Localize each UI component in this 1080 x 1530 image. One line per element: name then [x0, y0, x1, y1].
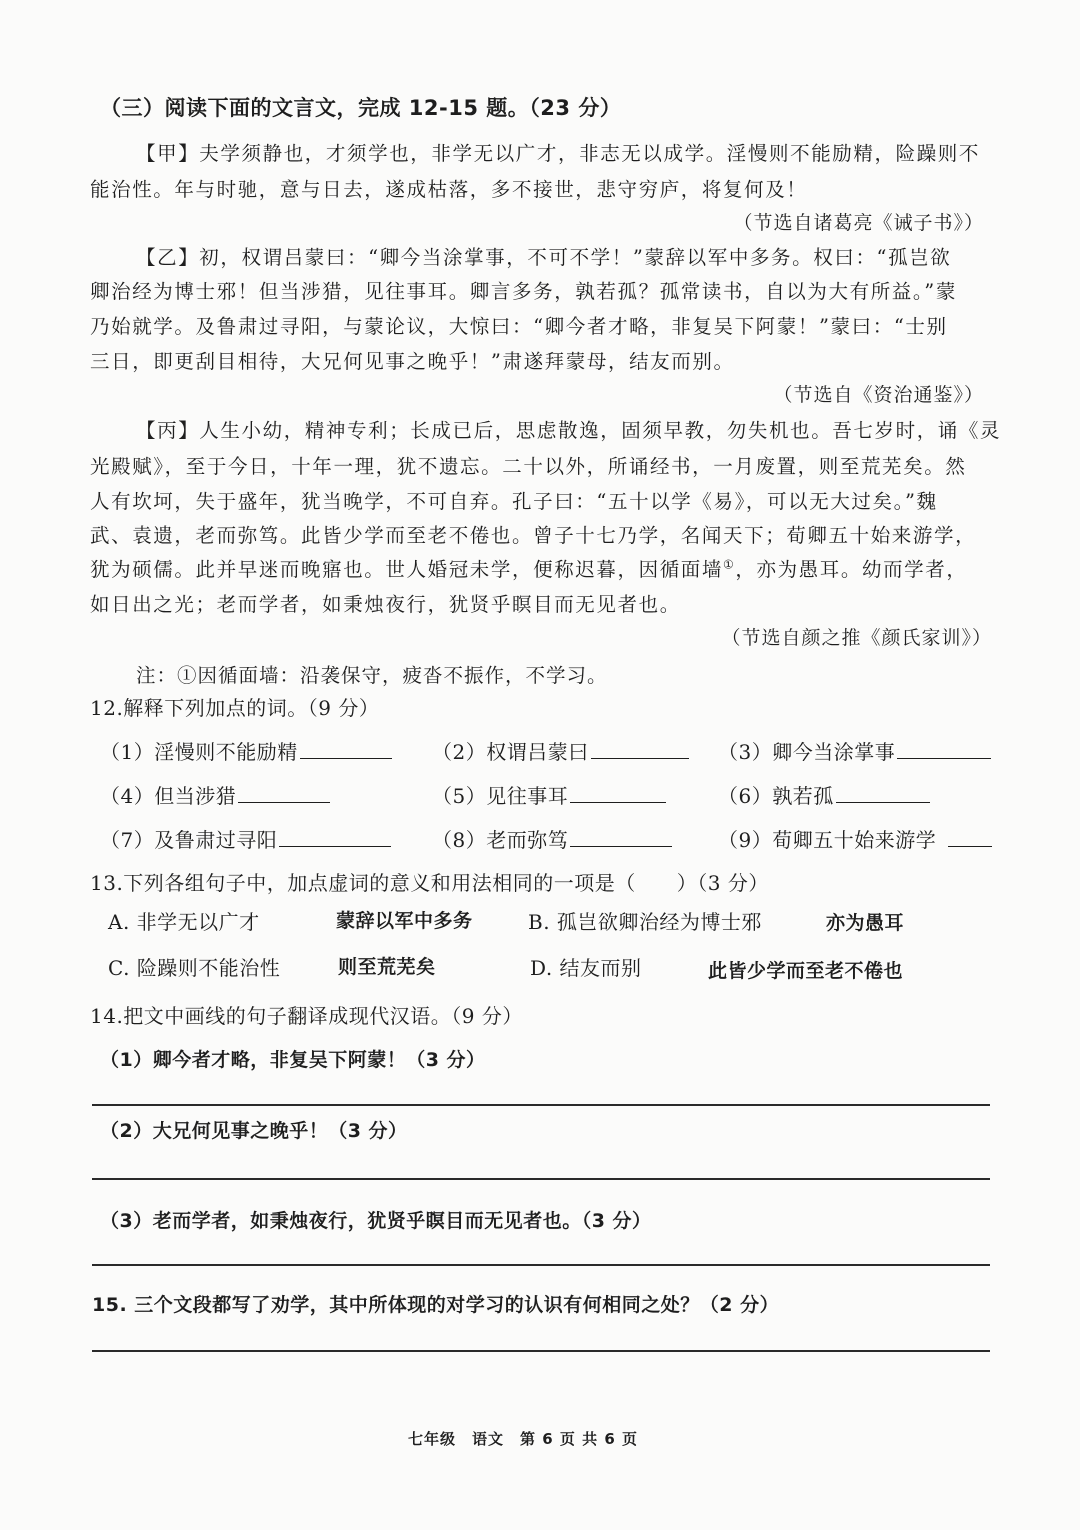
q12-item-5: [432, 780, 666, 809]
q12-item-num: （3）: [718, 740, 773, 764]
passage-yi-source: （节选自《资治通鉴》）: [773, 384, 984, 406]
q12-item-8: [432, 824, 672, 853]
answer-line-q14-3[interactable]: [92, 1264, 990, 1266]
answer-blank[interactable]: [948, 830, 992, 847]
q12-item-text: 淫慢则不能励精: [154, 740, 298, 764]
q12-item-num: （2）: [432, 740, 487, 764]
q12-item-6: [718, 780, 930, 809]
q12-item-text: 权谓吕蒙曰: [486, 740, 589, 764]
answer-blank[interactable]: [897, 742, 991, 759]
passage-bing-line-4: 武、袁遗，老而弥笃。此皆少学而至老不倦也。曾子十七乃学，名闻天下；荀卿五十始来游学，: [90, 524, 977, 547]
q12-item-4: [100, 780, 330, 809]
answer-line-q14-1[interactable]: [92, 1104, 990, 1106]
q12-item-num: （4）: [100, 784, 155, 808]
passage-bing-line-5b: ，亦为愚耳。幼而学者，: [735, 558, 968, 581]
answer-blank[interactable]: [238, 786, 330, 803]
answer-line-q15[interactable]: [92, 1350, 990, 1352]
q15-stem: 15. 三个文段都写了劝学，其中所体现的对学习的认识有何相同之处？（2 分）: [92, 1294, 780, 1316]
q13-option-d-s2: 此皆少学而至老不倦也: [708, 960, 904, 982]
passage-bing-line-2: 光殿赋》，至于今日，十年一理，犹不遗忘。二十以外，所诵经书，一月废置，则至荒芜矣。然: [90, 455, 967, 478]
q12-item-text: 孰若孤: [772, 784, 834, 808]
q13-option-b-s2: 亦为愚耳: [826, 912, 905, 934]
footnote: 注：①因循面墙：沿袭保守，疲沓不振作，不学习。: [136, 664, 608, 687]
passage-jia-line-2: 能治性。年与时驰，意与日去，遂成枯落，多不接世，悲守穷庐，将复何及！: [90, 178, 808, 201]
q12-item-text: 荀卿五十始来游学: [772, 828, 937, 852]
answer-blank[interactable]: [591, 742, 689, 759]
passage-bing-line-6: 如日出之光；老而学者，如秉烛夜行，犹贤乎瞑目而无见者也。: [90, 593, 681, 616]
answer-blank[interactable]: [570, 786, 666, 803]
q12-stem: 12.解释下列加点的词。（9 分）: [90, 696, 380, 720]
q12-item-num: （1）: [100, 740, 155, 764]
passage-bing-source: （节选自颜之推《颜氏家训》）: [721, 627, 992, 649]
q13-option-a[interactable]: [108, 906, 260, 935]
footnote-marker: ①: [723, 557, 736, 572]
passage-bing-line-5: [90, 554, 967, 582]
section-title: （三）阅读下面的文言文，完成 12-15 题。（23 分）: [100, 96, 622, 120]
passage-yi-line-3: 乃始就学。及鲁肃过寻阳，与蒙论议，大惊曰：“卿今者才略，非复吴下阿蒙！”蒙曰：“士别: [90, 315, 948, 338]
passage-bing-line-3: 人有坎坷，失于盛年，犹当晚学，不可自弃。孔子曰：“五十以学《易》，可以无大过矣。”魏: [90, 490, 938, 513]
q12-item-num: （5）: [432, 784, 487, 808]
q12-item-2: [432, 736, 689, 765]
passage-yi-line-2: 卿治经为博士邪！但当涉猎，见往事耳。卿言多务，孰若孤？孤常读书，自以为大有所益。”蒙: [90, 280, 957, 303]
option-sentence-1: 险躁则不能治性: [136, 956, 281, 980]
option-label: B.: [528, 910, 551, 934]
passage-jia-line-1: 【甲】夫学须静也，才须学也，非学无以广才，非志无以成学。淫慢则不能励精，险躁则不: [136, 142, 981, 165]
passage-jia-source: （节选自诸葛亮《诫子书》）: [733, 212, 984, 234]
q14-sub-2: （2）大兄何见事之晚乎！（3 分）: [100, 1120, 408, 1142]
q12-item-text: 卿今当涂掌事: [772, 740, 896, 764]
page-footer: 七年级 语文 第 6 页 共 6 页: [408, 1430, 638, 1448]
q13-option-a-s2: 蒙辞以军中多务: [336, 910, 473, 932]
q12-item-num: （9）: [718, 828, 773, 852]
option-label: D.: [530, 956, 553, 980]
q12-item-num: （8）: [432, 828, 487, 852]
q13-option-b[interactable]: [528, 906, 762, 935]
answer-blank[interactable]: [279, 830, 391, 847]
q12-item-9: [718, 824, 992, 853]
option-sentence-1: 非学无以广才: [136, 910, 260, 934]
q13-stem: 13.下列各组句子中，加点虚词的意义和用法相同的一项是（ ）（3 分）: [90, 871, 769, 895]
q14-sub-1: （1）卿今者才略，非复吴下阿蒙！（3 分）: [100, 1049, 486, 1071]
passage-yi-line-4: 三日，即更刮目相待，大兄何见事之晚乎！”肃遂拜蒙母，结友而别。: [90, 350, 735, 373]
option-sentence-1: 孤岂欲卿治经为博士邪: [556, 910, 762, 934]
q12-item-text: 但当涉猎: [154, 784, 237, 808]
q12-item-text: 见往事耳: [486, 784, 569, 808]
q12-item-3: [718, 736, 991, 765]
option-label: A.: [108, 910, 130, 934]
passage-yi-line-1: 【乙】初，权谓吕蒙曰：“卿今当涂掌事，不可不学！”蒙辞以军中多务。权曰：“孤岂欲: [136, 246, 952, 269]
q13-option-c-s2: 则至荒芜矣: [338, 956, 436, 978]
q12-item-7: [100, 824, 391, 853]
q12-item-1: [100, 736, 392, 765]
q14-stem: 14.把文中画线的句子翻译成现代汉语。（9 分）: [90, 1004, 523, 1028]
passage-bing-line-1: 【丙】人生小幼，精神专利；长成已后，思虑散逸，固须早教，勿失机也。吾七岁时，诵《灵: [136, 419, 1002, 442]
answer-blank[interactable]: [300, 742, 392, 759]
answer-blank[interactable]: [570, 830, 672, 847]
passage-bing-line-5a: 犹为硕儒。此并早迷而晚寤也。世人婚冠未学，便称迟暮，因循面墙: [90, 558, 724, 581]
q12-item-num: （7）: [100, 828, 155, 852]
q13-option-c[interactable]: [108, 952, 280, 981]
q13-option-d[interactable]: [530, 952, 642, 981]
answer-line-q14-2[interactable]: [92, 1178, 990, 1180]
option-sentence-1: 结友而别: [559, 956, 642, 980]
option-label: C.: [108, 956, 130, 980]
answer-blank[interactable]: [836, 786, 930, 803]
q12-item-text: 老而弥笃: [486, 828, 569, 852]
q14-sub-3: （3）老而学者，如秉烛夜行，犹贤乎瞑目而无见者也。（3 分）: [100, 1210, 652, 1232]
q12-item-num: （6）: [718, 784, 773, 808]
q12-item-text: 及鲁肃过寻阳: [154, 828, 278, 852]
